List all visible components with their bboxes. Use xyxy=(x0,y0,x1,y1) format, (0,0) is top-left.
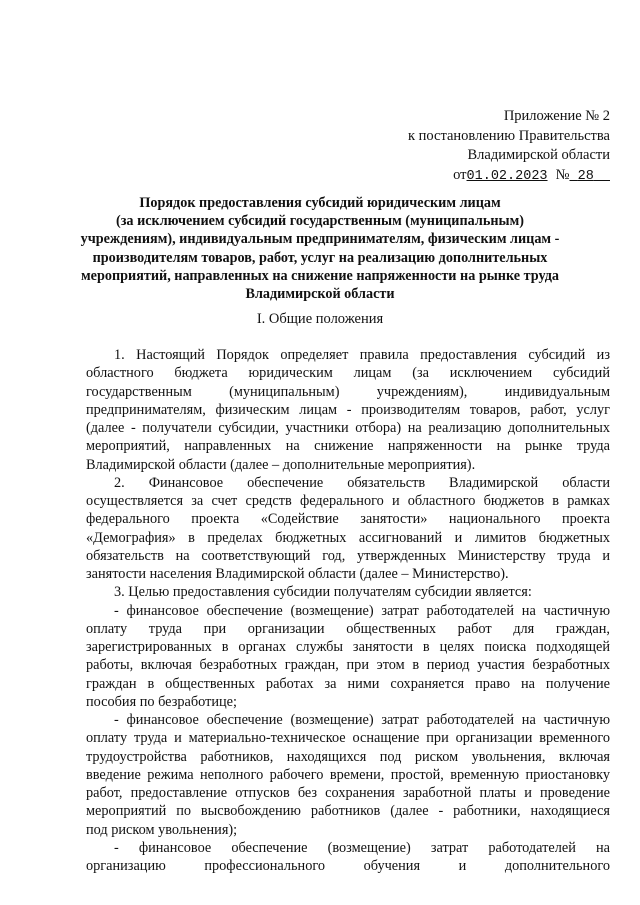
paragraph-line: зарегистрированных в органах службы занятости в целях поиска подходящей xyxy=(86,639,610,655)
paragraph-line: работы, включая безработных граждан, при этом в период участия безработных xyxy=(86,657,610,674)
title-line: мероприятий, направленных на снижение напряженности на рынке труда xyxy=(81,267,559,284)
paragraph-line: работ, предоставление отпусков без сохранения заработной платы и проведение xyxy=(86,785,610,801)
paragraph-line: - финансовое обеспечение (возмещение) затрат работодателей на частичную xyxy=(114,712,610,728)
title-line: Порядок предоставления субсидий юридическим лицам xyxy=(139,195,501,211)
paragraph-line: мероприятий, направленных на снижение напряженности на рынке труда xyxy=(86,438,610,455)
document-body xyxy=(86,346,610,875)
paragraph-line: введение режима неполного рабочего времени, простой, временную приостановку xyxy=(86,766,610,783)
paragraph-line: трудоустройства работников, находящихся под риском увольнения, включая xyxy=(86,748,610,765)
paragraph-line: (далее - получатели субсидии, участники отбора) на реализацию дополнительных xyxy=(86,420,610,436)
appendix-region: Владимирской области xyxy=(467,147,610,163)
paragraph-line: под риском увольнения); xyxy=(86,821,238,838)
title-line: Владимирской области xyxy=(245,286,395,303)
paragraph-line: оплату труда и материально-техническое оснащение при организации временного xyxy=(86,730,610,747)
title-line: (за исключением субсидий государственным (муниципальным) xyxy=(116,213,524,230)
paragraph-line: осуществляется за счет средств федерального и областного бюджетов в рамках xyxy=(86,493,610,509)
paragraph-line: областного бюджета юридическим лицам (за исключением субсидий xyxy=(86,365,610,382)
document-title xyxy=(80,194,560,303)
paragraph-line: 1. Настоящий Порядок определяет правила предоставления субсидий из xyxy=(114,347,610,363)
appendix-date-line xyxy=(350,166,610,187)
paragraph-line: организацию профессионального обучения и дополнительного xyxy=(86,858,610,874)
paragraph-line: - финансовое обеспечение (возмещение) затрат работодателей на xyxy=(114,839,610,856)
paragraph-line: граждан в общественных работах за ними сохраняется право на получение xyxy=(86,675,610,692)
paragraph-line: оплату труда при организации общественных работ для граждан, xyxy=(86,620,610,637)
paragraph-line: обязательств на соответствующий год, утвержденных Министерству труда и xyxy=(86,547,610,564)
appendix-block xyxy=(350,107,610,186)
paragraph-line: занятости населения Владимирской области (далее – Министерство). xyxy=(86,566,509,582)
appendix-reference: к постановлению Правительства xyxy=(408,127,610,144)
appendix-title: Приложение № 2 xyxy=(503,108,610,124)
paragraph-line: - финансовое обеспечение (возмещение) затрат работодателей на частичную xyxy=(114,602,610,619)
number-label: № xyxy=(555,166,570,183)
paragraph-line: предпринимателям, физическим лицам - производителям товаров, работ, услуг xyxy=(86,401,610,418)
date-prefix: от xyxy=(453,166,467,183)
title-line: производителям товаров, работ, услуг на реализацию дополнительных xyxy=(92,249,548,266)
paragraph-line: государственным (муниципальным) учреждениям), индивидуальным xyxy=(86,383,610,400)
paragraph-line: Владимирской области (далее – дополнительные мероприятия). xyxy=(86,456,476,473)
paragraph-line: 3. Целью предоставления субсидии получателям субсидии является: xyxy=(114,584,532,601)
title-line: учреждениям), индивидуальным предпринимателям, физическим лицам - xyxy=(80,231,560,248)
paragraph-line: 2. Финансовое обеспечение обязательств Владимирской области xyxy=(114,474,610,491)
section-heading: I. Общие положения xyxy=(256,311,384,327)
paragraph-line: мероприятий по высвобождению работников (далее - работники, находящиеся xyxy=(86,803,610,820)
resolution-date: 01.02.2023 xyxy=(466,168,548,184)
paragraph-line: федерального проекта «Содействие занятости» национального проекта xyxy=(86,511,610,528)
paragraph-line: «Демография» в пределах бюджетных ассигнований и лимитов бюджетных xyxy=(86,529,610,546)
paragraph-line: пособия по безработице; xyxy=(86,693,237,710)
resolution-number: 28 xyxy=(577,168,594,184)
